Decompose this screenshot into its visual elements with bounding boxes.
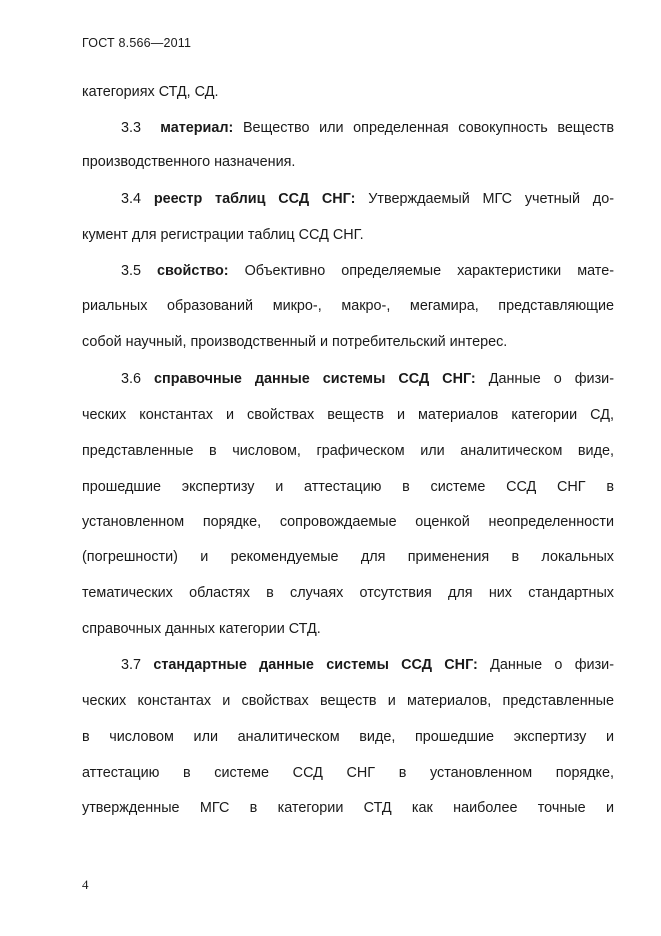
clause-number: 3.7	[121, 657, 142, 673]
line-text: Утверждаемый МГС учетный до-	[368, 191, 614, 207]
clause-number: 3.6	[121, 371, 142, 387]
text-line	[82, 691, 614, 711]
text-line	[82, 583, 614, 603]
line-text: справочных данных категории СТД.	[82, 621, 321, 637]
clause-term: справочные данные системы ССД СНГ:	[154, 371, 476, 387]
text-line	[82, 441, 614, 461]
line-text: прошедшие экспертизу и аттестацию в системе ССД СНГ в	[82, 479, 614, 495]
text-line	[82, 225, 614, 245]
line-text: аттестацию в системе ССД СНГ в установленном порядке,	[82, 765, 614, 781]
text-line	[82, 152, 614, 172]
line-text: Данные о физи-	[490, 657, 615, 673]
line-text: в числовом или аналитическом виде, прошедшие экспертизу и	[82, 729, 614, 745]
line-text: производственного назначения.	[82, 154, 296, 170]
clause-3-6	[121, 369, 614, 389]
clause-term: стандартные данные системы ССД СНГ:	[153, 657, 478, 673]
line-text: утвержденные МГС в категории СТД как наиболее точные и	[82, 800, 614, 816]
text-line	[82, 547, 614, 567]
line-text: ческих константах и свойствах веществ и материалов, представленные	[82, 693, 614, 709]
line-text: Вещество или определенная совокупность веществ	[242, 120, 615, 136]
clause-term: свойство:	[157, 263, 229, 279]
page-number: 4	[82, 877, 89, 892]
clause-3-4	[121, 189, 614, 209]
line-text: тематических областях в случаях отсутствия для них стандартных	[82, 585, 614, 601]
clause-3-7	[121, 655, 614, 675]
line-text: представленные в числовом, графическом или аналитическом виде,	[82, 443, 614, 459]
line-text: (погрешности) и рекомендуемые для применения в локальных	[82, 549, 614, 565]
text-line	[82, 296, 614, 316]
text-line	[82, 82, 614, 102]
text-line	[82, 798, 614, 818]
document-header: ГОСТ 8.566—2011	[82, 36, 192, 50]
line-text: Данные о физи-	[488, 371, 615, 387]
text-line	[82, 332, 614, 352]
line-text: ческих константах и свойствах веществ и материалов категории СД,	[82, 407, 614, 423]
line-text: собой научный, производственный и потребительский интерес.	[82, 334, 508, 350]
text-line	[82, 727, 614, 747]
line-text: Объективно определяемые характеристики мате-	[244, 263, 615, 279]
text-line	[82, 619, 614, 639]
clause-3-5	[121, 261, 614, 281]
line-text: установленном порядке, сопровождаемые оценкой неопределенности	[82, 514, 614, 530]
text-line	[82, 512, 614, 532]
line-text: кумент для регистрации таблиц ССД СНГ.	[82, 227, 364, 243]
text-line	[82, 477, 614, 497]
clause-number: 3.5	[121, 263, 142, 279]
clause-number: 3.3	[121, 120, 142, 136]
clause-3-3	[121, 118, 614, 138]
line-text: категориях СТД, СД.	[82, 84, 219, 100]
text-line	[82, 405, 614, 425]
clause-number: 3.4	[121, 191, 142, 207]
text-line	[82, 763, 614, 783]
clause-term: реестр таблиц ССД СНГ:	[153, 191, 356, 207]
line-text: риальных образований микро-, макро-, мегамира, представляющие	[82, 298, 614, 314]
clause-term: материал:	[160, 120, 234, 136]
